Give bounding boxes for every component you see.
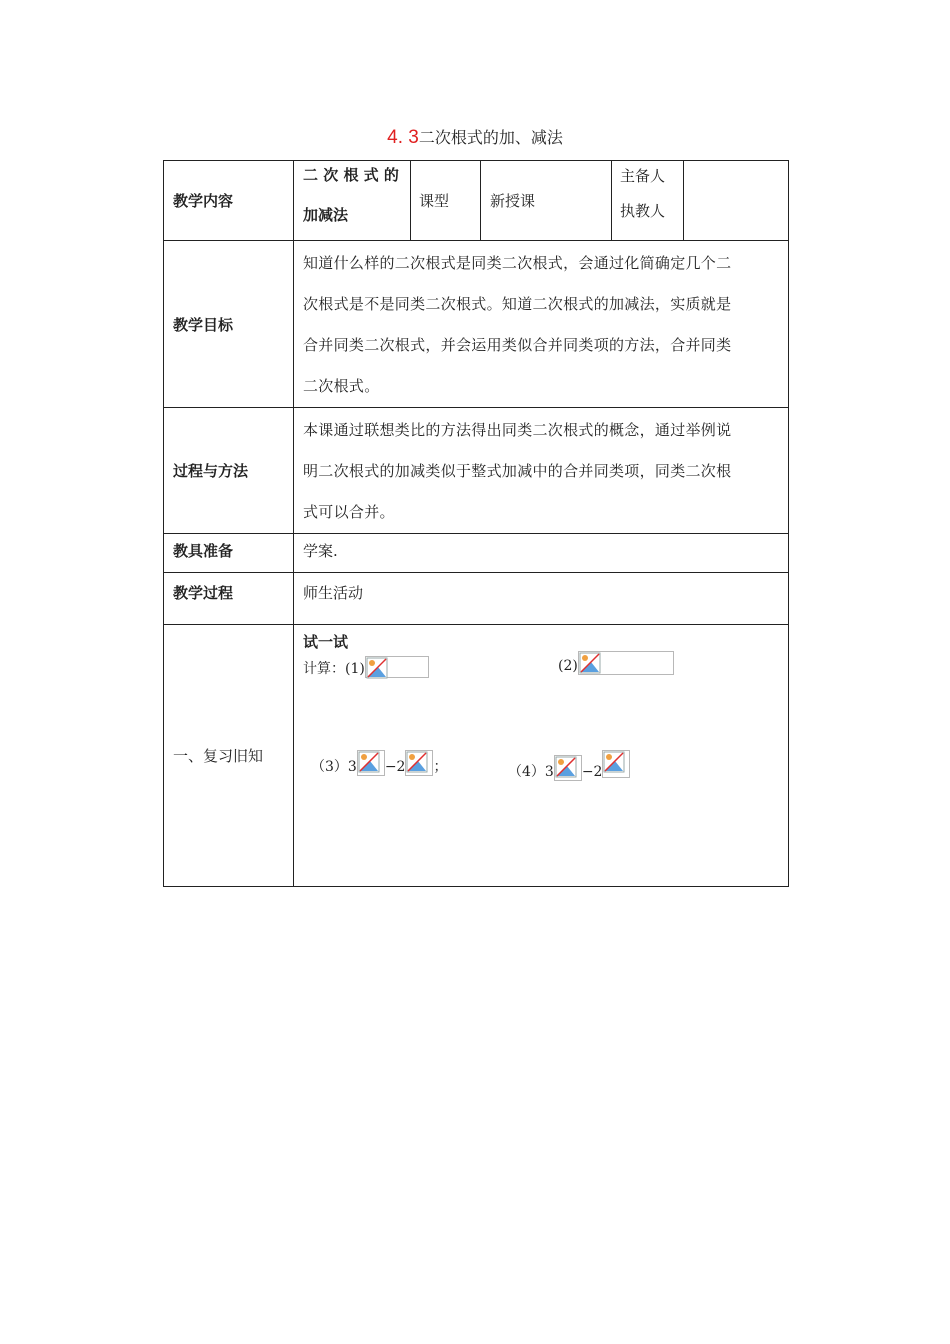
process-value: 师生活动 xyxy=(294,573,789,625)
expr-3 xyxy=(311,750,447,776)
review-heading: 试一试 xyxy=(303,633,349,651)
review-label: 一、复习旧知 xyxy=(164,625,294,887)
broken-image-icon xyxy=(602,750,630,778)
preparer-label: 主备人 xyxy=(620,167,666,185)
expr-2 xyxy=(558,651,674,675)
goals-line-4: 二次根式。 xyxy=(303,377,380,395)
goals-line-2: 次根式是不是同类二次根式。知道二次根式的加减法，实质就是 xyxy=(303,295,732,313)
expr-4-label: （4）3 xyxy=(508,764,554,780)
expr-2-label: (2) xyxy=(558,658,578,674)
goals-label: 教学目标 xyxy=(164,241,294,408)
expr-3-label: （3）3 xyxy=(311,759,357,775)
expr-1-label: (1) xyxy=(345,661,365,677)
title-number: 4. 3 xyxy=(387,127,419,148)
row-review xyxy=(164,625,789,887)
preparer-value-cell xyxy=(684,161,789,241)
expr-4-minus: −2 xyxy=(581,764,603,780)
goals-line-1: 知道什么样的二次根式是同类二次根式，会通过化简确定几个二 xyxy=(303,254,732,272)
topic-line-1: 二 次 根 式 的 xyxy=(303,166,399,184)
teaching-content-label: 教学内容 xyxy=(164,161,294,241)
document-title xyxy=(0,127,950,149)
expr-4 xyxy=(508,750,630,781)
teacher-label: 执教人 xyxy=(620,202,666,220)
method-line-2: 明二次根式的加减类似于整式加减中的合并同类项，同类二次根 xyxy=(303,462,732,480)
expr-3-end: ； xyxy=(433,759,448,775)
lesson-type-label: 课型 xyxy=(411,161,481,241)
process-label: 教学过程 xyxy=(164,573,294,625)
row-process xyxy=(164,573,789,625)
broken-image-icon xyxy=(405,750,433,776)
preparer-cell xyxy=(612,161,684,241)
goals-content xyxy=(294,241,789,408)
lesson-type-value: 新授课 xyxy=(481,161,612,241)
method-line-1: 本课通过联想类比的方法得出同类二次根式的概念，通过举例说 xyxy=(303,421,732,439)
broken-image-icon xyxy=(365,656,429,678)
row-method xyxy=(164,408,789,534)
topic-line-2: 加减法 xyxy=(303,206,349,224)
method-content xyxy=(294,408,789,534)
method-line-3: 式可以合并。 xyxy=(303,503,395,521)
tools-value: 学案. xyxy=(294,534,789,573)
broken-image-icon xyxy=(554,755,582,781)
lesson-plan-table xyxy=(163,160,789,887)
row-tools xyxy=(164,534,789,573)
broken-image-icon xyxy=(578,651,674,675)
expr-1 xyxy=(303,656,429,678)
row-goals xyxy=(164,241,789,408)
title-text: 二次根式的加、减法 xyxy=(418,128,563,147)
calc-label: 计算： xyxy=(303,661,345,677)
row-teaching-content xyxy=(164,161,789,241)
goals-line-3: 合并同类二次根式，并会运用类似合并同类项的方法，合并同类 xyxy=(303,336,732,354)
method-label: 过程与方法 xyxy=(164,408,294,534)
tools-label: 教具准备 xyxy=(164,534,294,573)
topic-cell xyxy=(294,161,411,241)
broken-image-icon xyxy=(357,750,385,776)
expr-3-minus: −2 xyxy=(384,759,406,775)
